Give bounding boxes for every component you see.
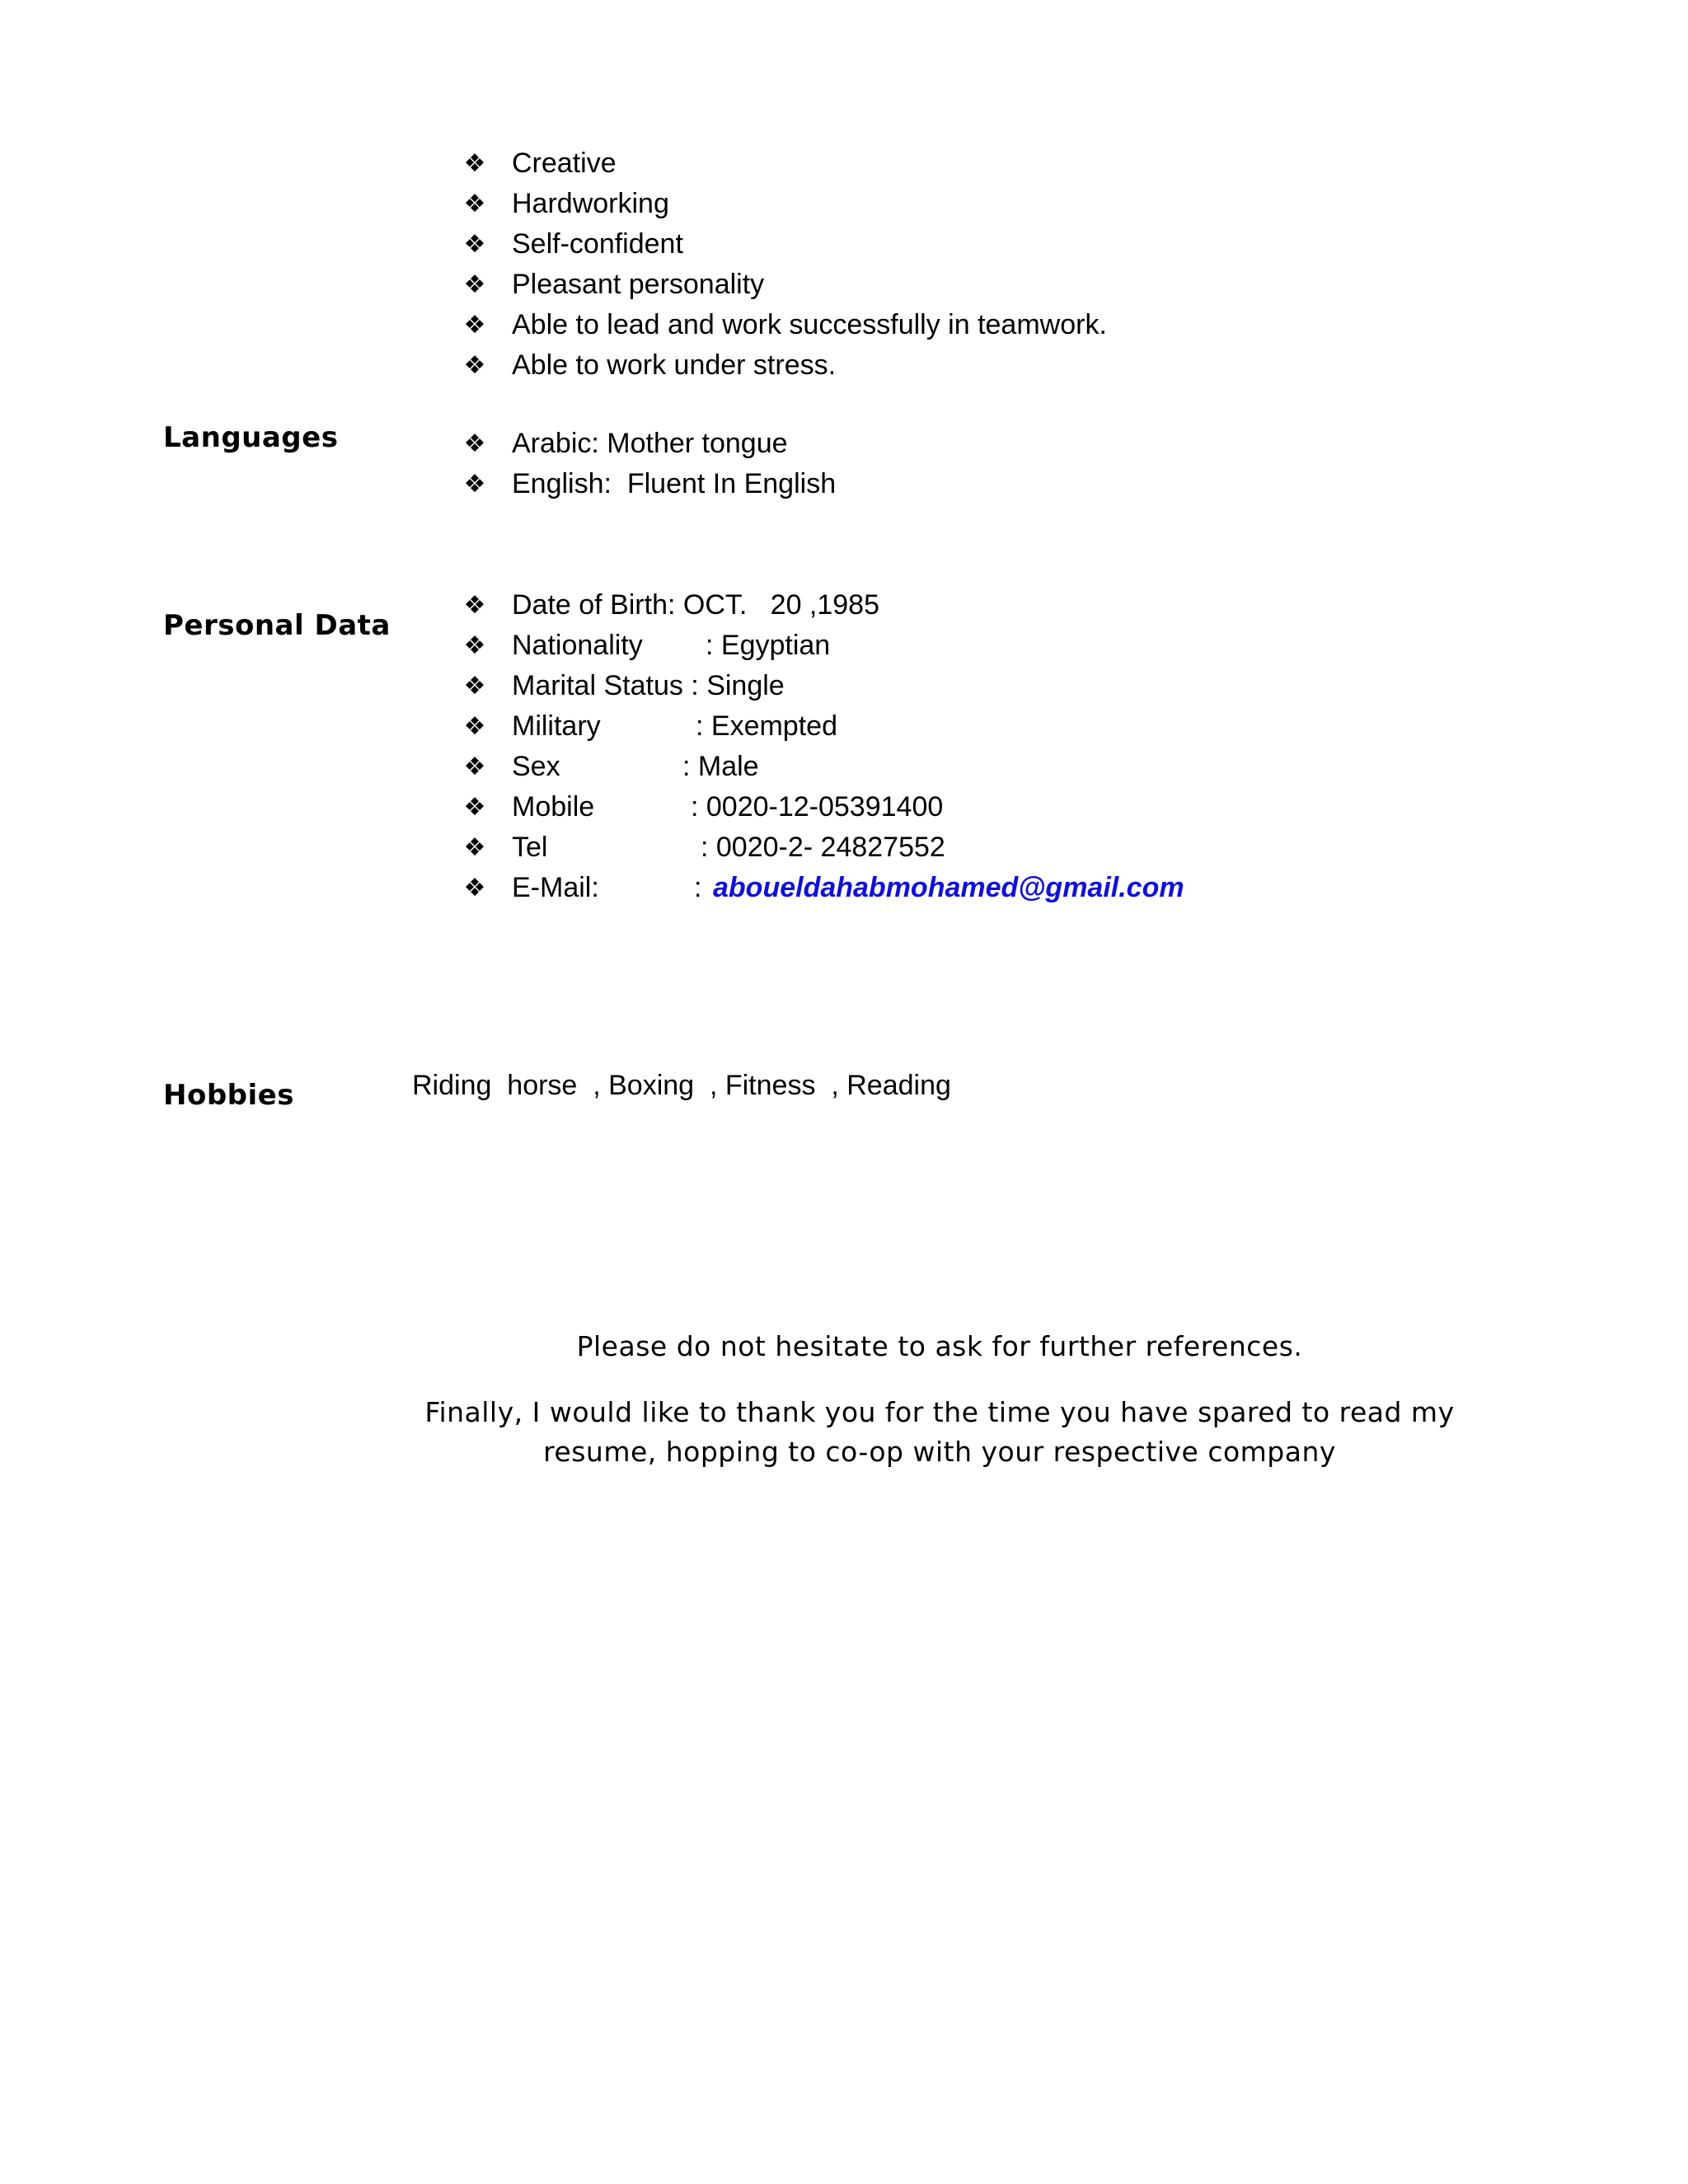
diamond-bullet-icon: ❖ [463, 149, 486, 178]
email-link[interactable]: aboueldahabmohamed@gmail.com [713, 872, 1184, 903]
hobbies-heading: Hobbies [163, 1079, 294, 1112]
list-item: ❖ Mobile : 0020-12-05391400 [462, 787, 509, 827]
closing-references: Please do not hesitate to ask for further references. [576, 1330, 1303, 1362]
hobbies-text: Riding horse , Boxing , Fitness , Reading [412, 1070, 951, 1101]
languages-heading: Languages [163, 421, 339, 454]
diamond-bullet-icon: ❖ [463, 631, 486, 660]
list-item: ❖ Military : Exempted [462, 706, 509, 747]
list-item: ❖ Tel : 0020-2- 24827552 [462, 827, 509, 868]
diamond-bullet-icon: ❖ [463, 793, 486, 822]
diamond-bullet-icon: ❖ [463, 190, 486, 218]
diamond-bullet-icon: ❖ [463, 311, 486, 340]
personal-data-heading: Personal Data [163, 609, 391, 642]
closing-thanks-line1: Finally, I would like to thank you for the time you have spared to read my [424, 1396, 1455, 1428]
diamond-bullet-icon: ❖ [463, 230, 486, 259]
closing-thanks-line2: resume, hopping to co-op with your respective company [543, 1436, 1336, 1468]
diamond-bullet-icon: ❖ [463, 470, 486, 499]
diamond-bullet-icon: ❖ [463, 874, 486, 902]
diamond-bullet-icon: ❖ [463, 672, 486, 701]
diamond-bullet-icon: ❖ [463, 591, 486, 620]
list-item: ❖ Date of Birth: OCT. 20 ,1985 [462, 585, 509, 626]
list-item: ❖ Sex : Male [462, 747, 509, 787]
list-item: ❖ Marital Status : Single [462, 666, 509, 706]
diamond-bullet-icon: ❖ [463, 752, 486, 781]
list-item: ❖ Nationality : Egyptian [462, 626, 509, 666]
diamond-bullet-icon: ❖ [463, 270, 486, 299]
diamond-bullet-icon: ❖ [463, 712, 486, 741]
list-item: ❖ E-Mail: : aboueldahabmohamed@gmail.com [462, 868, 509, 908]
diamond-bullet-icon: ❖ [463, 429, 486, 458]
resume-page: ❖ Creative ❖ Hardworking ❖ Self-confident ❖ Pleasant personality ❖ Able to lead and work successfully in teamwork. ❖ Able to work under stress. Languages ❖ Arabic: Mother tongue ❖ English: Fluent In English Personal Data ❖ Date of Birth: OCT. 20 ,1985 ❖ Nationality : Egyptian ❖ Marital Status : Single ❖ Military : Exempted ❖ Sex : Male ❖ Mobile : 0020-12-05391400 ❖ Tel : 0020-2- 24827552 ❖ E-Mail: : aboueldahabmohamed@gmail.com Hobbies Riding horse , Boxing , Fitness , Reading Please do not hesitate to ask for further references. Finally, I would like to thank you for the time you have spared to read my resume, hopping to co-op with your respective company [0, 0, 1688, 2184]
diamond-bullet-icon: ❖ [463, 833, 486, 862]
personal-data-list [462, 585, 1184, 908]
diamond-bullet-icon: ❖ [463, 351, 486, 380]
